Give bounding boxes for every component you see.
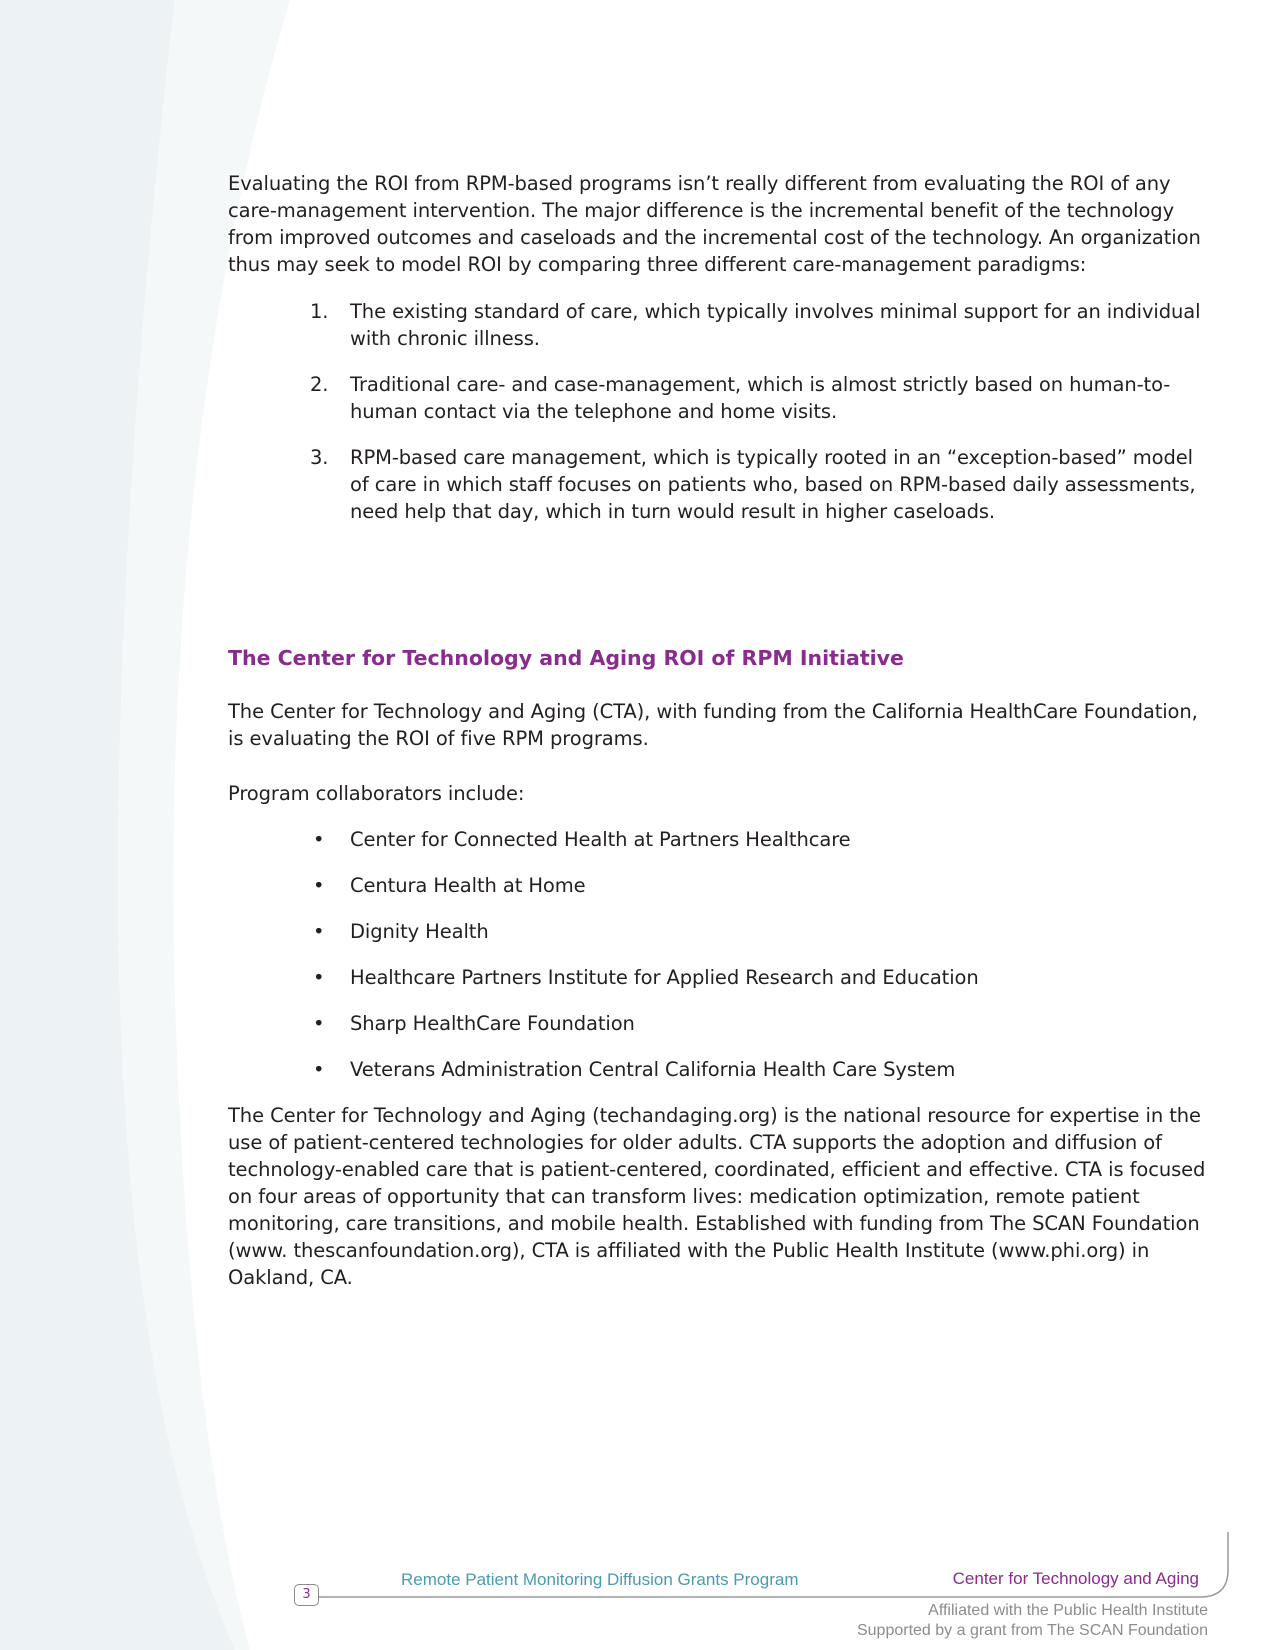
list-item xyxy=(313,964,1208,991)
footer-affiliation xyxy=(857,1601,1208,1641)
list-item-text: Veterans Administration Central California Health Care System xyxy=(350,1058,956,1081)
bullet-icon: • xyxy=(313,920,325,943)
list-item xyxy=(313,1010,1208,1037)
list-item xyxy=(313,872,1208,899)
list-item xyxy=(310,298,1208,352)
affiliation-line: Affiliated with the Public Health Institute xyxy=(928,1602,1208,1619)
main-content xyxy=(228,170,1208,1291)
grant-line: Supported by a grant from The SCAN Foundation xyxy=(856,1622,1208,1639)
list-item xyxy=(313,918,1208,945)
about-paragraph: The Center for Technology and Aging (techandaging.org) is the national resource for expertise in the use of patient-centered technologies for older adults. CTA supports the adoption and diffusion of technology-enabled care that is patient-centered, coordinated, efficient and effective. CTA is focused on four areas of opportunity that can transform lives: medication optimization, remote patient monitoring, care transitions, and mobile health. Established with funding from The SCAN Foundation (www. thescanfoundation.org), CTA is affiliated with the Public Health Institute (www.phi.org) in Oakland, CA. xyxy=(228,1104,1206,1289)
bullet-icon: • xyxy=(313,1012,325,1035)
list-item-text: Centura Health at Home xyxy=(350,874,586,897)
list-number: 3. xyxy=(310,446,329,469)
bullet-icon: • xyxy=(313,828,325,851)
list-item-text: Dignity Health xyxy=(350,920,489,943)
list-item-text: Sharp HealthCare Foundation xyxy=(350,1012,635,1035)
page-number: 3 xyxy=(294,1584,319,1606)
list-item-text: RPM-based care management, which is typically rooted in an “exception-based” model of care in which staff focuses on patients who, based on RPM-based daily assessments, need help that day, which in turn would result in higher caseloads. xyxy=(350,446,1196,523)
list-item xyxy=(310,444,1208,525)
list-item-text: The existing standard of care, which typically involves minimal support for an individual with chronic illness. xyxy=(350,300,1201,350)
intro-paragraph: Evaluating the ROI from RPM-based programs isn’t really different from evaluating the ROI of any care-management intervention. The major difference is the incremental benefit of the technology from improved outcomes and caseloads and the incremental cost of the technology. An organization thus may seek to model ROI by comparing three different care-management paradigms: xyxy=(228,172,1201,276)
list-item xyxy=(313,1056,1208,1083)
list-item-text: Healthcare Partners Institute for Applied Research and Education xyxy=(350,966,979,989)
bullet-icon: • xyxy=(313,874,325,897)
collaborators-intro: Program collaborators include: xyxy=(228,782,525,805)
collaborator-list xyxy=(228,826,1208,1083)
cta-paragraph: The Center for Technology and Aging (CTA), with funding from the California HealthCare Foundation, is evaluating the ROI of five RPM programs. xyxy=(228,700,1198,750)
paradigm-list xyxy=(228,298,1208,525)
bullet-icon: • xyxy=(313,966,325,989)
bullet-icon: • xyxy=(313,1058,325,1081)
list-item xyxy=(313,826,1208,853)
list-item-text: Center for Connected Health at Partners Healthcare xyxy=(350,828,851,851)
list-item-text: Traditional care- and case-management, which is almost strictly based on human-to-human contact via the telephone and home visits. xyxy=(350,373,1171,423)
list-item xyxy=(310,371,1208,425)
footer-program-name: Remote Patient Monitoring Diffusion Grants Program xyxy=(401,1570,799,1589)
list-number: 1. xyxy=(310,300,329,323)
footer-org-name: Center for Technology and Aging xyxy=(952,1569,1199,1588)
section-heading: The Center for Technology and Aging ROI of RPM Initiative xyxy=(228,646,904,670)
list-number: 2. xyxy=(310,373,329,396)
